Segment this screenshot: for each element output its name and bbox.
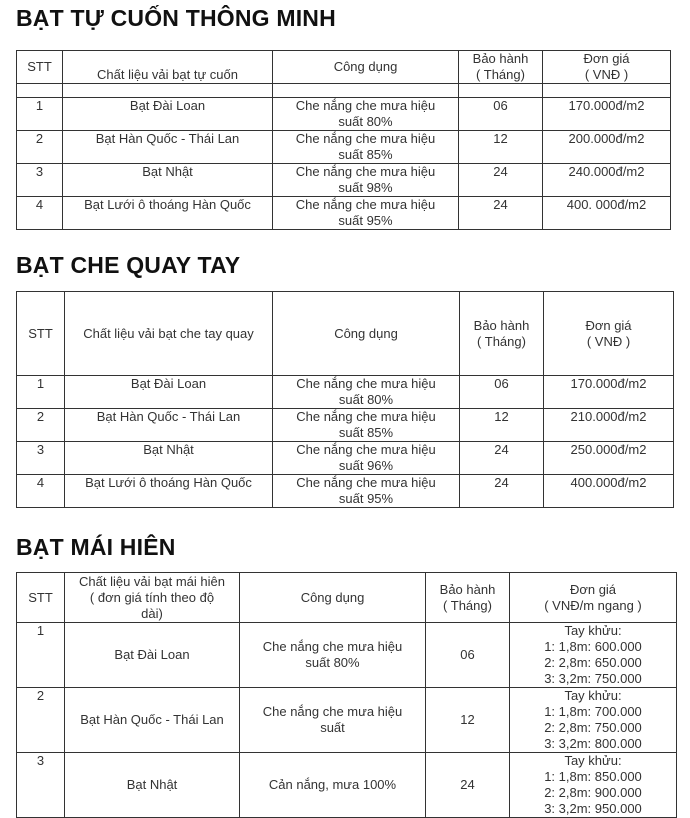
cell-price: 240.000đ/m2	[543, 164, 671, 197]
cell-stt: 1	[17, 98, 63, 131]
header-material: Chất liệu vải bạt che tay quay	[65, 292, 273, 376]
cell-warranty: 24	[459, 197, 543, 230]
cell-stt: 4	[17, 197, 63, 230]
cell-material: Bạt Đài Loan	[65, 623, 240, 688]
cell-price: 400.000đ/m2	[544, 475, 674, 508]
cell-price: 210.000đ/m2	[544, 409, 674, 442]
cell-warranty: 24	[460, 475, 544, 508]
cell-use: Che nắng che mưa hiệu suất	[240, 688, 426, 753]
cell-use: Che nắng che mưa hiệu suất 85%	[273, 409, 460, 442]
cell-stt: 1	[17, 623, 65, 688]
cell-use: Che nắng che mưa hiệu suất 95%	[273, 197, 459, 230]
section-title-quay-tay: BẠT CHE QUAY TAY	[16, 252, 241, 278]
cell-warranty: 12	[460, 409, 544, 442]
table-row	[17, 131, 671, 164]
cell-material: Bạt Đài Loan	[63, 98, 273, 131]
table-header-row	[17, 292, 674, 376]
cell-material: Bạt Lưới ô thoáng Hàn Quốc	[63, 197, 273, 230]
cell-use: Che nắng che mưa hiệu suất 96%	[273, 442, 460, 475]
cell-price: Tay khửu: 1: 1,8m: 850.000 2: 2,8m: 900.000 3: 3,2m: 950.000	[510, 753, 677, 818]
header-warranty: Bảo hành ( Tháng)	[460, 292, 544, 376]
cell-price: 250.000đ/m2	[544, 442, 674, 475]
header-warranty: Bảo hành ( Tháng)	[426, 573, 510, 623]
cell-use: Che nắng che mưa hiệu suất 80%	[240, 623, 426, 688]
cell-material: Bạt Nhật	[65, 442, 273, 475]
price-table-mai-hien	[16, 572, 677, 818]
cell-price: 400. 000đ/m2	[543, 197, 671, 230]
cell-stt: 3	[17, 164, 63, 197]
cell-use: Cản nắng, mưa 100%	[240, 753, 426, 818]
section-title-mai-hien: BẠT MÁI HIÊN	[16, 534, 176, 560]
cell-material: Bạt Nhật	[65, 753, 240, 818]
cell-warranty: 06	[460, 376, 544, 409]
cell-stt: 2	[17, 688, 65, 753]
cell-warranty: 24	[459, 164, 543, 197]
cell-warranty: 06	[426, 623, 510, 688]
header-use: Công dụng	[273, 51, 459, 84]
price-table-quay-tay	[16, 291, 674, 508]
table-row	[17, 753, 677, 818]
cell-stt: 3	[17, 753, 65, 818]
cell-stt: 2	[17, 131, 63, 164]
header-stt: STT	[17, 292, 65, 376]
cell-warranty: 12	[459, 131, 543, 164]
cell-material: Bạt Nhật	[63, 164, 273, 197]
header-use: Công dụng	[273, 292, 460, 376]
cell-use: Che nắng che mưa hiệu suất 85%	[273, 131, 459, 164]
cell-stt: 3	[17, 442, 65, 475]
price-table-tu-cuon	[16, 50, 671, 230]
table-row	[17, 197, 671, 230]
table-row	[17, 442, 674, 475]
table-row	[17, 164, 671, 197]
cell-use: Che nắng che mưa hiệu suất 98%	[273, 164, 459, 197]
table-header-row	[17, 573, 677, 623]
header-stt: STT	[17, 573, 65, 623]
cell-warranty: 06	[459, 98, 543, 131]
cell-price: Tay khửu: 1: 1,8m: 600.000 2: 2,8m: 650.000 3: 3,2m: 750.000	[510, 623, 677, 688]
cell-material: Bạt Hàn Quốc - Thái Lan	[65, 409, 273, 442]
header-price: Đơn giá ( VNĐ/m ngang )	[510, 573, 677, 623]
table-row	[17, 376, 674, 409]
cell-price: 170.000đ/m2	[544, 376, 674, 409]
table-row	[17, 98, 671, 131]
table-row	[17, 475, 674, 508]
cell-stt: 4	[17, 475, 65, 508]
table-row	[17, 688, 677, 753]
cell-warranty: 24	[426, 753, 510, 818]
cell-material: Bạt Lưới ô thoáng Hàn Quốc	[65, 475, 273, 508]
cell-stt: 1	[17, 376, 65, 409]
cell-price: 170.000đ/m2	[543, 98, 671, 131]
cell-price: Tay khửu: 1: 1,8m: 700.000 2: 2,8m: 750.000 3: 3,2m: 800.000	[510, 688, 677, 753]
header-warranty: Bảo hành ( Tháng)	[459, 51, 543, 84]
cell-stt: 2	[17, 409, 65, 442]
table-header-row	[17, 51, 671, 84]
header-material: Chất liệu vải bạt mái hiên ( đơn giá tính theo độ dài)	[65, 573, 240, 623]
header-use: Công dụng	[240, 573, 426, 623]
table-row	[17, 623, 677, 688]
table-row	[17, 409, 674, 442]
header-price: Đơn giá ( VNĐ )	[544, 292, 674, 376]
header-price: Đơn giá ( VNĐ )	[543, 51, 671, 84]
cell-warranty: 24	[460, 442, 544, 475]
spacer-row	[17, 84, 671, 98]
section-title-tu-cuon: BẠT TỰ CUỐN THÔNG MINH	[16, 5, 336, 31]
cell-material: Bạt Đài Loan	[65, 376, 273, 409]
cell-price: 200.000đ/m2	[543, 131, 671, 164]
cell-warranty: 12	[426, 688, 510, 753]
header-material: Chất liệu vải bạt tự cuốn	[63, 51, 273, 84]
cell-material: Bạt Hàn Quốc - Thái Lan	[65, 688, 240, 753]
header-stt: STT	[17, 51, 63, 84]
cell-use: Che nắng che mưa hiệu suất 80%	[273, 376, 460, 409]
cell-use: Che nắng che mưa hiệu suất 80%	[273, 98, 459, 131]
cell-use: Che nắng che mưa hiệu suất 95%	[273, 475, 460, 508]
cell-material: Bạt Hàn Quốc - Thái Lan	[63, 131, 273, 164]
